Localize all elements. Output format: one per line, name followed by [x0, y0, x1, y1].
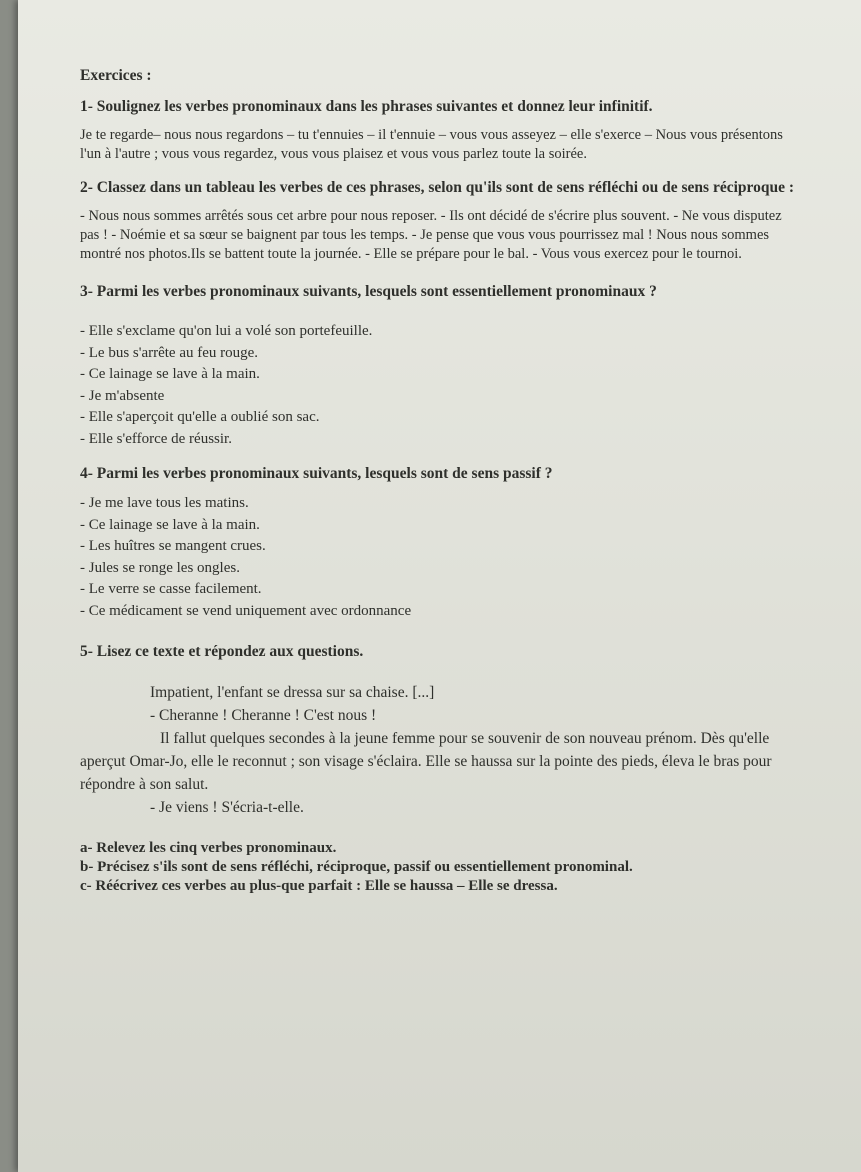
exercise-4-list	[80, 493, 800, 622]
exercise-4	[80, 464, 800, 622]
list-item: - Elle s'efforce de réussir.	[80, 430, 232, 447]
list-item: - Je me lave tous les matins.	[80, 495, 249, 511]
list-item: - Elle s'exclame qu'on lui a volé son portefeuille.	[80, 323, 373, 339]
exercise-3-list	[80, 321, 800, 450]
question-item: b- Précisez s'ils sont de sens réfléchi, réciproque, passif ou essentiellement pronominal.	[80, 859, 633, 875]
exercise-2-text: - Nous nous sommes arrêtés sous cet arbre pour nous reposer. - Ils ont décidé de s'écrire plus souvent. - Ne vous disputez pas ! - Noémie et sa sœur se baignent par tous les temps. - Je pense que vous vous pourrissez mal ! Nous nous sommes montré nos photos.Ils se battent toute la journée. - Elle se prépare pour le bal. - Vous vous exercez pour le tournoi.	[80, 208, 782, 262]
passage-paragraph: Impatient, l'enfant se dressa sur sa chaise. [...]	[150, 684, 435, 701]
exercise-1-text: Je te regarde– nous nous regardons – tu t'ennuies – il t'ennuie – vous vous asseyez – elle s'exerce – Nous vous présentons l'un à l'autre ; vous vous regardez, vous vous plaisez et vous vous parlez toute la soirée.	[80, 127, 783, 162]
exercise-3	[80, 282, 800, 450]
list-item: - Les huîtres se mangent crues.	[80, 538, 266, 554]
page-title: Exercices :	[80, 67, 152, 84]
exercise-5-questions	[80, 839, 800, 896]
list-item: - Ce médicament se vend uniquement avec ordonnance	[80, 602, 412, 619]
passage-paragraph: Il fallut quelques secondes à la jeune femme pour se souvenir de son nouveau prénom. Dès qu'elle aperçut Omar-Jo, elle le reconnut ; son visage s'éclaira. Elle se haussa sur la pointe des pieds, éleva le bras pour répondre à son salut.	[80, 730, 772, 793]
list-item: - Jules se ronge les ongles.	[80, 559, 240, 576]
passage-paragraph: - Cheranne ! Cheranne ! C'est nous !	[150, 707, 377, 724]
question-item: a- Relevez les cinq verbes pronominaux.	[80, 840, 337, 856]
worksheet-page	[18, 0, 861, 1172]
exercise-1	[80, 97, 800, 164]
exercise-2-instruction: 2- Classez dans un tableau les verbes de ces phrases, selon qu'ils sont de sens réfléchi ou de sens réciproque :	[80, 179, 795, 196]
list-item: - Elle s'aperçoit qu'elle a oublié son sac.	[80, 409, 320, 425]
list-item: - Ce lainage se lave à la main.	[80, 516, 260, 533]
reading-passage	[80, 681, 800, 819]
question-item: c- Réécrivez ces verbes au plus-que parfait : Elle se haussa – Elle se dressa.	[80, 878, 558, 894]
exercise-4-instruction: 4- Parmi les verbes pronominaux suivants, lesquels sont de sens passif ?	[80, 465, 553, 482]
exercise-5-instruction: 5- Lisez ce texte et répondez aux questions.	[80, 643, 364, 660]
exercise-3-instruction: 3- Parmi les verbes pronominaux suivants, lesquels sont essentiellement pronominaux ?	[80, 283, 657, 300]
worksheet-content	[80, 66, 800, 896]
list-item: - Le bus s'arrête au feu rouge.	[80, 344, 259, 361]
exercise-1-instruction: 1- Soulignez les verbes pronominaux dans les phrases suivantes et donnez leur infinitif.	[80, 98, 653, 115]
passage-paragraph: - Je viens ! S'écria-t-elle.	[150, 799, 304, 816]
list-item: - Le verre se casse facilement.	[80, 581, 262, 597]
list-item: - Je m'absente	[80, 387, 165, 404]
list-item: - Ce lainage se lave à la main.	[80, 366, 260, 382]
exercise-2	[80, 178, 800, 264]
exercise-5	[80, 642, 800, 896]
